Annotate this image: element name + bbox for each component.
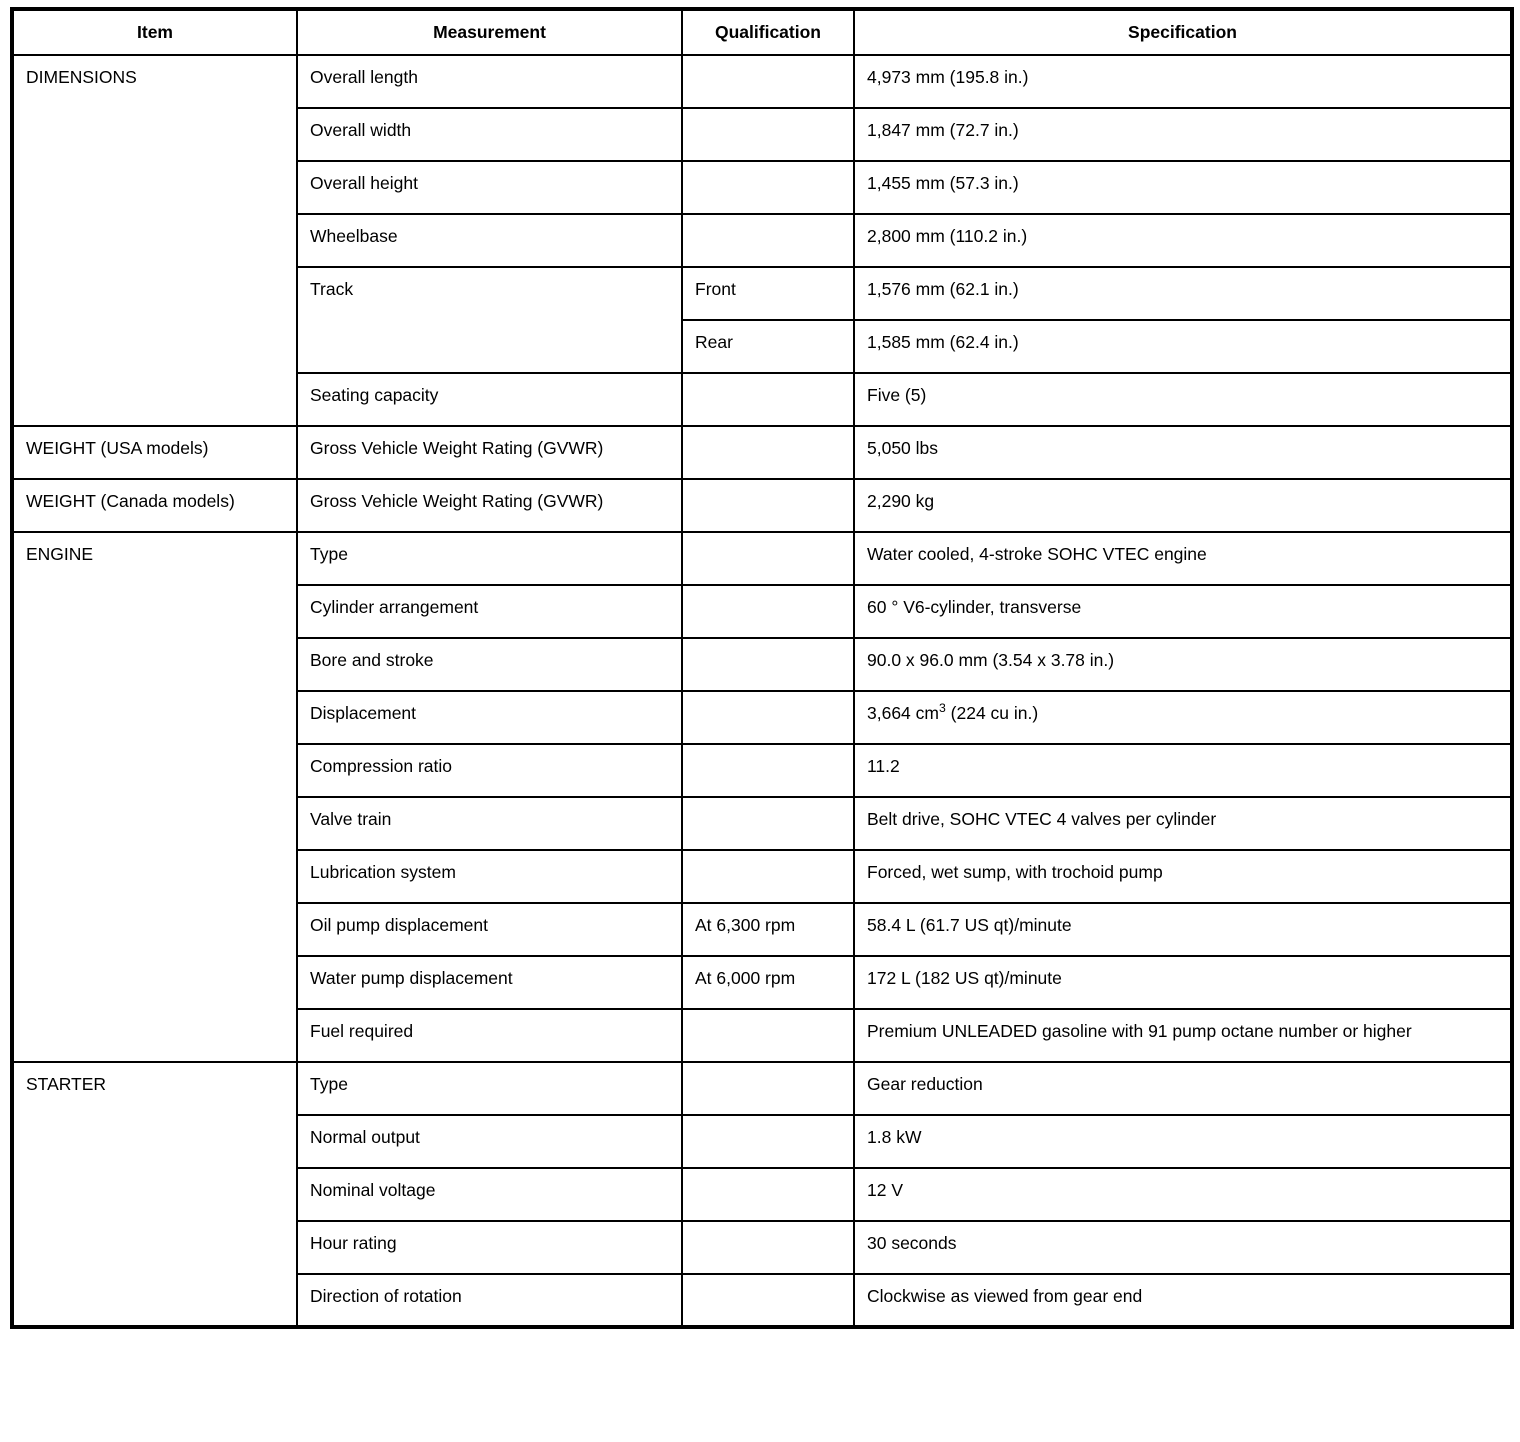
measurement-cell: Gross Vehicle Weight Rating (GVWR) <box>297 426 682 479</box>
qualification-cell <box>682 1168 854 1221</box>
item-cell: ENGINE <box>12 532 297 1062</box>
measurement-cell: Wheelbase <box>297 214 682 267</box>
specification-cell: 60 ° V6-cylinder, transverse <box>854 585 1512 638</box>
specification-cell: 1,585 mm (62.4 in.) <box>854 320 1512 373</box>
qualification-cell: Rear <box>682 320 854 373</box>
qualification-cell <box>682 373 854 426</box>
specification-cell: Gear reduction <box>854 1062 1512 1115</box>
measurement-cell: Displacement <box>297 691 682 744</box>
measurement-cell: Lubrication system <box>297 850 682 903</box>
measurement-cell: Normal output <box>297 1115 682 1168</box>
measurement-cell: Overall height <box>297 161 682 214</box>
measurement-cell: Overall width <box>297 108 682 161</box>
qualification-cell <box>682 161 854 214</box>
table-row <box>12 1062 1512 1115</box>
item-cell: DIMENSIONS <box>12 55 297 426</box>
measurement-cell: Overall length <box>297 55 682 108</box>
qualification-cell <box>682 1115 854 1168</box>
qualification-cell <box>682 214 854 267</box>
specification-cell: 1.8 kW <box>854 1115 1512 1168</box>
measurement-cell: Valve train <box>297 797 682 850</box>
qualification-cell <box>682 638 854 691</box>
qualification-cell <box>682 108 854 161</box>
table-row <box>12 55 1512 108</box>
qualification-cell <box>682 55 854 108</box>
item-cell: STARTER <box>12 1062 297 1327</box>
specification-cell: 12 V <box>854 1168 1512 1221</box>
specification-cell: Belt drive, SOHC VTEC 4 valves per cylinder <box>854 797 1512 850</box>
table-row <box>12 479 1512 532</box>
qualification-cell: Front <box>682 267 854 320</box>
column-header-specification: Specification <box>854 9 1512 55</box>
qualification-cell <box>682 1062 854 1115</box>
measurement-cell: Direction of rotation <box>297 1274 682 1327</box>
measurement-cell: Bore and stroke <box>297 638 682 691</box>
measurement-cell: Oil pump displacement <box>297 903 682 956</box>
specification-cell: 4,973 mm (195.8 in.) <box>854 55 1512 108</box>
measurement-cell: Track <box>297 267 682 373</box>
specification-cell: 30 seconds <box>854 1221 1512 1274</box>
qualification-cell <box>682 1009 854 1062</box>
column-header-qualification: Qualification <box>682 9 854 55</box>
qualification-cell <box>682 691 854 744</box>
qualification-cell: At 6,300 rpm <box>682 903 854 956</box>
qualification-cell <box>682 1221 854 1274</box>
specification-cell: 58.4 L (61.7 US qt)/minute <box>854 903 1512 956</box>
measurement-cell: Seating capacity <box>297 373 682 426</box>
specification-cell: Premium UNLEADED gasoline with 91 pump octane number or higher <box>854 1009 1512 1062</box>
measurement-cell: Type <box>297 1062 682 1115</box>
qualification-cell <box>682 797 854 850</box>
table-row <box>12 426 1512 479</box>
qualification-cell <box>682 479 854 532</box>
measurement-cell: Cylinder arrangement <box>297 585 682 638</box>
measurement-cell: Hour rating <box>297 1221 682 1274</box>
item-cell: WEIGHT (Canada models) <box>12 479 297 532</box>
specification-cell: 2,290 kg <box>854 479 1512 532</box>
specification-cell: 1,455 mm (57.3 in.) <box>854 161 1512 214</box>
specifications-table <box>10 7 1514 1329</box>
specification-cell: 172 L (182 US qt)/minute <box>854 956 1512 1009</box>
spec-table-body <box>12 55 1512 1327</box>
superscript: 3 <box>938 701 946 716</box>
measurement-cell: Fuel required <box>297 1009 682 1062</box>
specification-cell: Five (5) <box>854 373 1512 426</box>
specification-cell: 90.0 x 96.0 mm (3.54 x 3.78 in.) <box>854 638 1512 691</box>
specification-cell: Water cooled, 4-stroke SOHC VTEC engine <box>854 532 1512 585</box>
column-header-measurement: Measurement <box>297 9 682 55</box>
measurement-cell: Gross Vehicle Weight Rating (GVWR) <box>297 479 682 532</box>
specification-cell: 1,576 mm (62.1 in.) <box>854 267 1512 320</box>
table-row <box>12 532 1512 585</box>
specification-cell: Clockwise as viewed from gear end <box>854 1274 1512 1327</box>
qualification-cell <box>682 1274 854 1327</box>
measurement-cell: Type <box>297 532 682 585</box>
column-header-item: Item <box>12 9 297 55</box>
item-cell: WEIGHT (USA models) <box>12 426 297 479</box>
qualification-cell <box>682 850 854 903</box>
measurement-cell: Compression ratio <box>297 744 682 797</box>
specification-cell: 5,050 lbs <box>854 426 1512 479</box>
qualification-cell <box>682 426 854 479</box>
qualification-cell: At 6,000 rpm <box>682 956 854 1009</box>
qualification-cell <box>682 532 854 585</box>
table-header-row <box>12 9 1512 55</box>
specification-cell: 11.2 <box>854 744 1512 797</box>
qualification-cell <box>682 585 854 638</box>
specification-cell: Forced, wet sump, with trochoid pump <box>854 850 1512 903</box>
qualification-cell <box>682 744 854 797</box>
measurement-cell: Nominal voltage <box>297 1168 682 1221</box>
specification-cell: 3,664 $cm^3$ (224 cu in.) <box>854 691 1512 744</box>
measurement-cell: Water pump displacement <box>297 956 682 1009</box>
specification-cell: 2,800 mm (110.2 in.) <box>854 214 1512 267</box>
specification-cell: 1,847 mm (72.7 in.) <box>854 108 1512 161</box>
